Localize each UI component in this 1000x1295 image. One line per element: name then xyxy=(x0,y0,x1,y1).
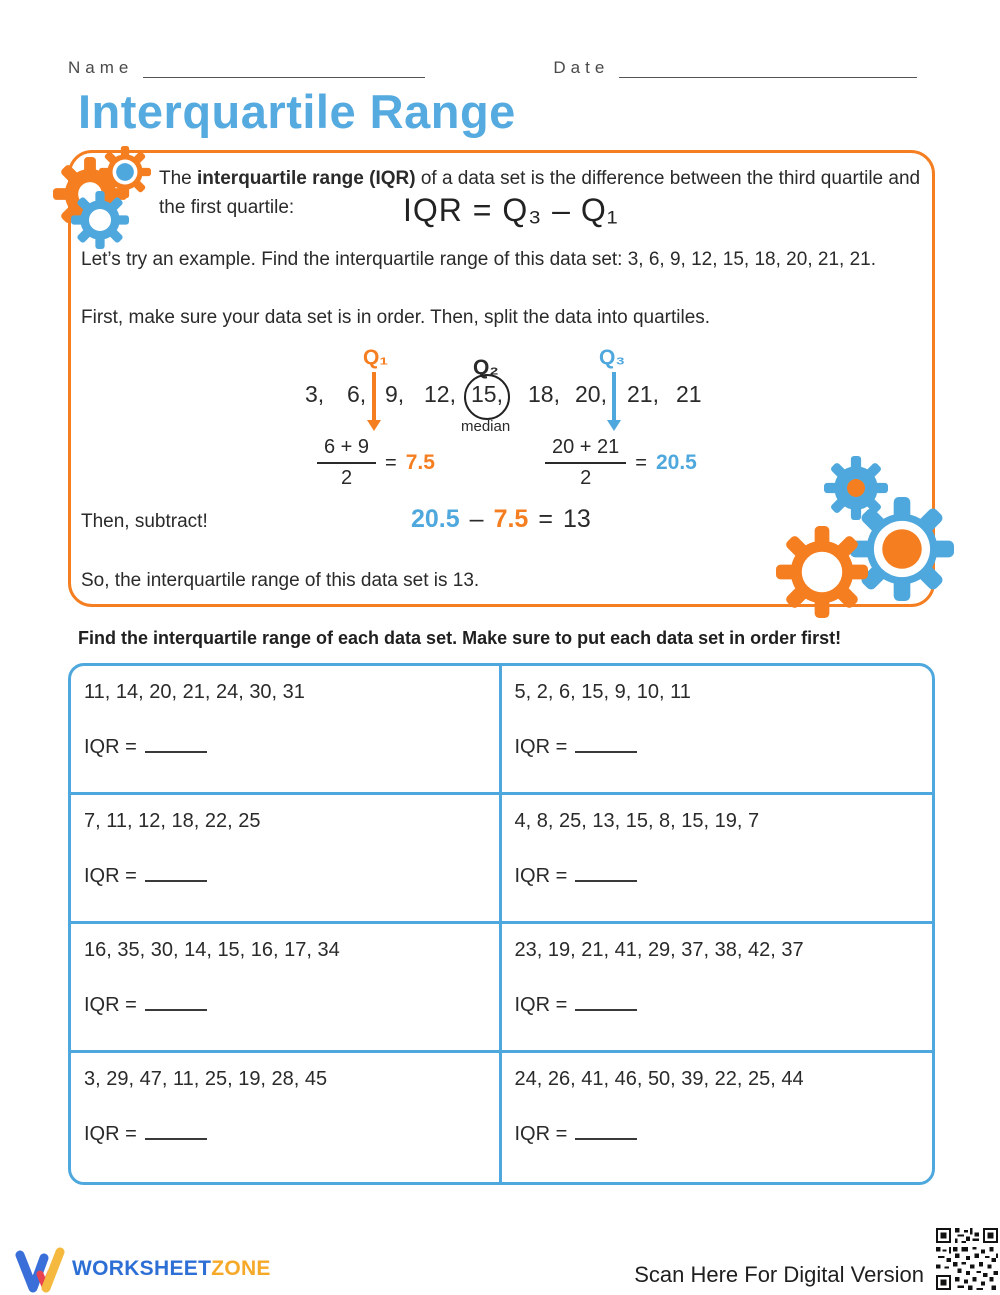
conclusion-line: So, the interquartile range of this data set is 13. xyxy=(81,570,480,591)
q2-label: Q₂ xyxy=(473,356,499,379)
intro-text: The interquartile range (IQR) of a data set is the difference between the third quartile and the first quartile: xyxy=(159,168,921,219)
subtraction-equation: 20.5 – 7.5 = 13 xyxy=(411,505,591,533)
q3-calculation: $\frac{20 + 21}{2}$ = 20.5 xyxy=(545,436,697,490)
data-number-median: 15, xyxy=(471,381,503,407)
practice-instruction: Find the interquartile range of each data set. Make sure to put each data set in order first! xyxy=(78,628,842,648)
data-set: 23, 19, 21, 41, 29, 37, 38, 42, 37 xyxy=(514,939,804,961)
date-label: Date xyxy=(553,58,610,77)
q1-result: 7.5 xyxy=(405,451,435,474)
iqr-label: IQR = xyxy=(84,994,137,1016)
brand-word2: ZONE xyxy=(211,1257,271,1280)
q3-fraction: $\frac{20 + 21}{2}$ xyxy=(545,436,626,490)
page-title: Interquartile Range xyxy=(78,85,516,138)
data-number: 3, xyxy=(305,381,325,407)
iqr-label: IQR = xyxy=(514,1123,568,1145)
subtract-label: Then, subtract! xyxy=(81,511,208,532)
q1-arrow-icon xyxy=(372,372,376,422)
order-line: First, make sure your data set is in order. Then, split the data into quartiles. xyxy=(81,307,711,328)
worksheetzone-brand xyxy=(14,1243,271,1295)
iqr-answer-blank xyxy=(575,863,637,882)
example-line: Let’s try an example. Find the interquartile range of this data set: 3, 6, 9, 12, 15, 18, 20, 21, 21. xyxy=(81,249,876,270)
data-number: 9, xyxy=(385,381,405,407)
iqr-answer-blank xyxy=(145,863,207,882)
iqr-answer-blank xyxy=(145,734,207,753)
q3-label: Q₃ xyxy=(599,346,626,369)
iqr-answer-blank xyxy=(575,992,637,1011)
header-row xyxy=(68,58,923,78)
problem-cell xyxy=(502,1053,933,1182)
date-line xyxy=(619,63,917,78)
iqr-label: IQR = xyxy=(84,1123,137,1145)
problem-cell xyxy=(71,666,502,795)
iqr-answer-blank xyxy=(575,1121,637,1140)
q1-fraction: $\frac{6 + 9}{2}$ xyxy=(317,436,376,490)
data-number: 18, xyxy=(528,381,560,407)
problem-cell xyxy=(71,924,502,1053)
data-set: 11, 14, 20, 21, 24, 30, 31 xyxy=(84,681,305,703)
brand-word1: WORKSHEET xyxy=(72,1257,212,1280)
data-set: 4, 8, 25, 13, 15, 8, 15, 19, 7 xyxy=(514,810,760,832)
problem-cell xyxy=(502,666,933,795)
problem-cell xyxy=(71,1053,502,1182)
data-set: 3, 29, 47, 11, 25, 19, 28, 45 xyxy=(84,1068,328,1090)
iqr-label: IQR = xyxy=(514,865,568,887)
iqr-answer-blank xyxy=(575,734,637,753)
data-set: 5, 2, 6, 15, 9, 10, 11 xyxy=(514,681,691,703)
gear-icon xyxy=(71,191,129,249)
q3-arrow-icon xyxy=(612,372,616,422)
q1-calculation: $\frac{6 + 9}{2}$ = 7.5 xyxy=(317,436,435,490)
data-number: 6, xyxy=(347,381,367,407)
iqr-label: IQR = xyxy=(84,736,137,758)
median-label: median xyxy=(461,418,511,435)
iqr-label: IQR = xyxy=(514,736,568,758)
data-number: 20, xyxy=(575,381,607,407)
data-set: 7, 11, 12, 18, 22, 25 xyxy=(84,810,261,832)
problem-cell xyxy=(502,924,933,1053)
iqr-formula: IQR = Q₃ – Q₁ xyxy=(403,192,619,228)
iqr-label: IQR = xyxy=(514,994,568,1016)
data-set: 16, 35, 30, 14, 15, 16, 17, 34 xyxy=(84,939,340,961)
median-circle-icon xyxy=(464,374,510,420)
problem-cell xyxy=(71,795,502,924)
gear-icon xyxy=(776,526,868,618)
data-number: 21 xyxy=(676,381,702,407)
iqr-label: IQR = xyxy=(84,865,137,887)
problem-cell xyxy=(502,795,933,924)
iqr-answer-blank xyxy=(145,1121,207,1140)
data-set: 24, 26, 41, 46, 50, 39, 22, 25, 44 xyxy=(514,1068,804,1090)
worksheetzone-logo-icon xyxy=(14,1243,66,1295)
q1-label: Q₁ xyxy=(363,346,389,369)
q3-result: 20.5 xyxy=(655,451,697,474)
scan-label: Scan Here For Digital Version xyxy=(634,1262,924,1287)
name-label: Name xyxy=(68,58,134,77)
name-line xyxy=(143,63,425,78)
practice-grid xyxy=(68,663,935,1185)
data-number: 21, xyxy=(627,381,659,407)
qr-code-icon xyxy=(936,1228,998,1290)
iqr-answer-blank xyxy=(145,992,207,1011)
data-number: 12, xyxy=(424,381,456,407)
